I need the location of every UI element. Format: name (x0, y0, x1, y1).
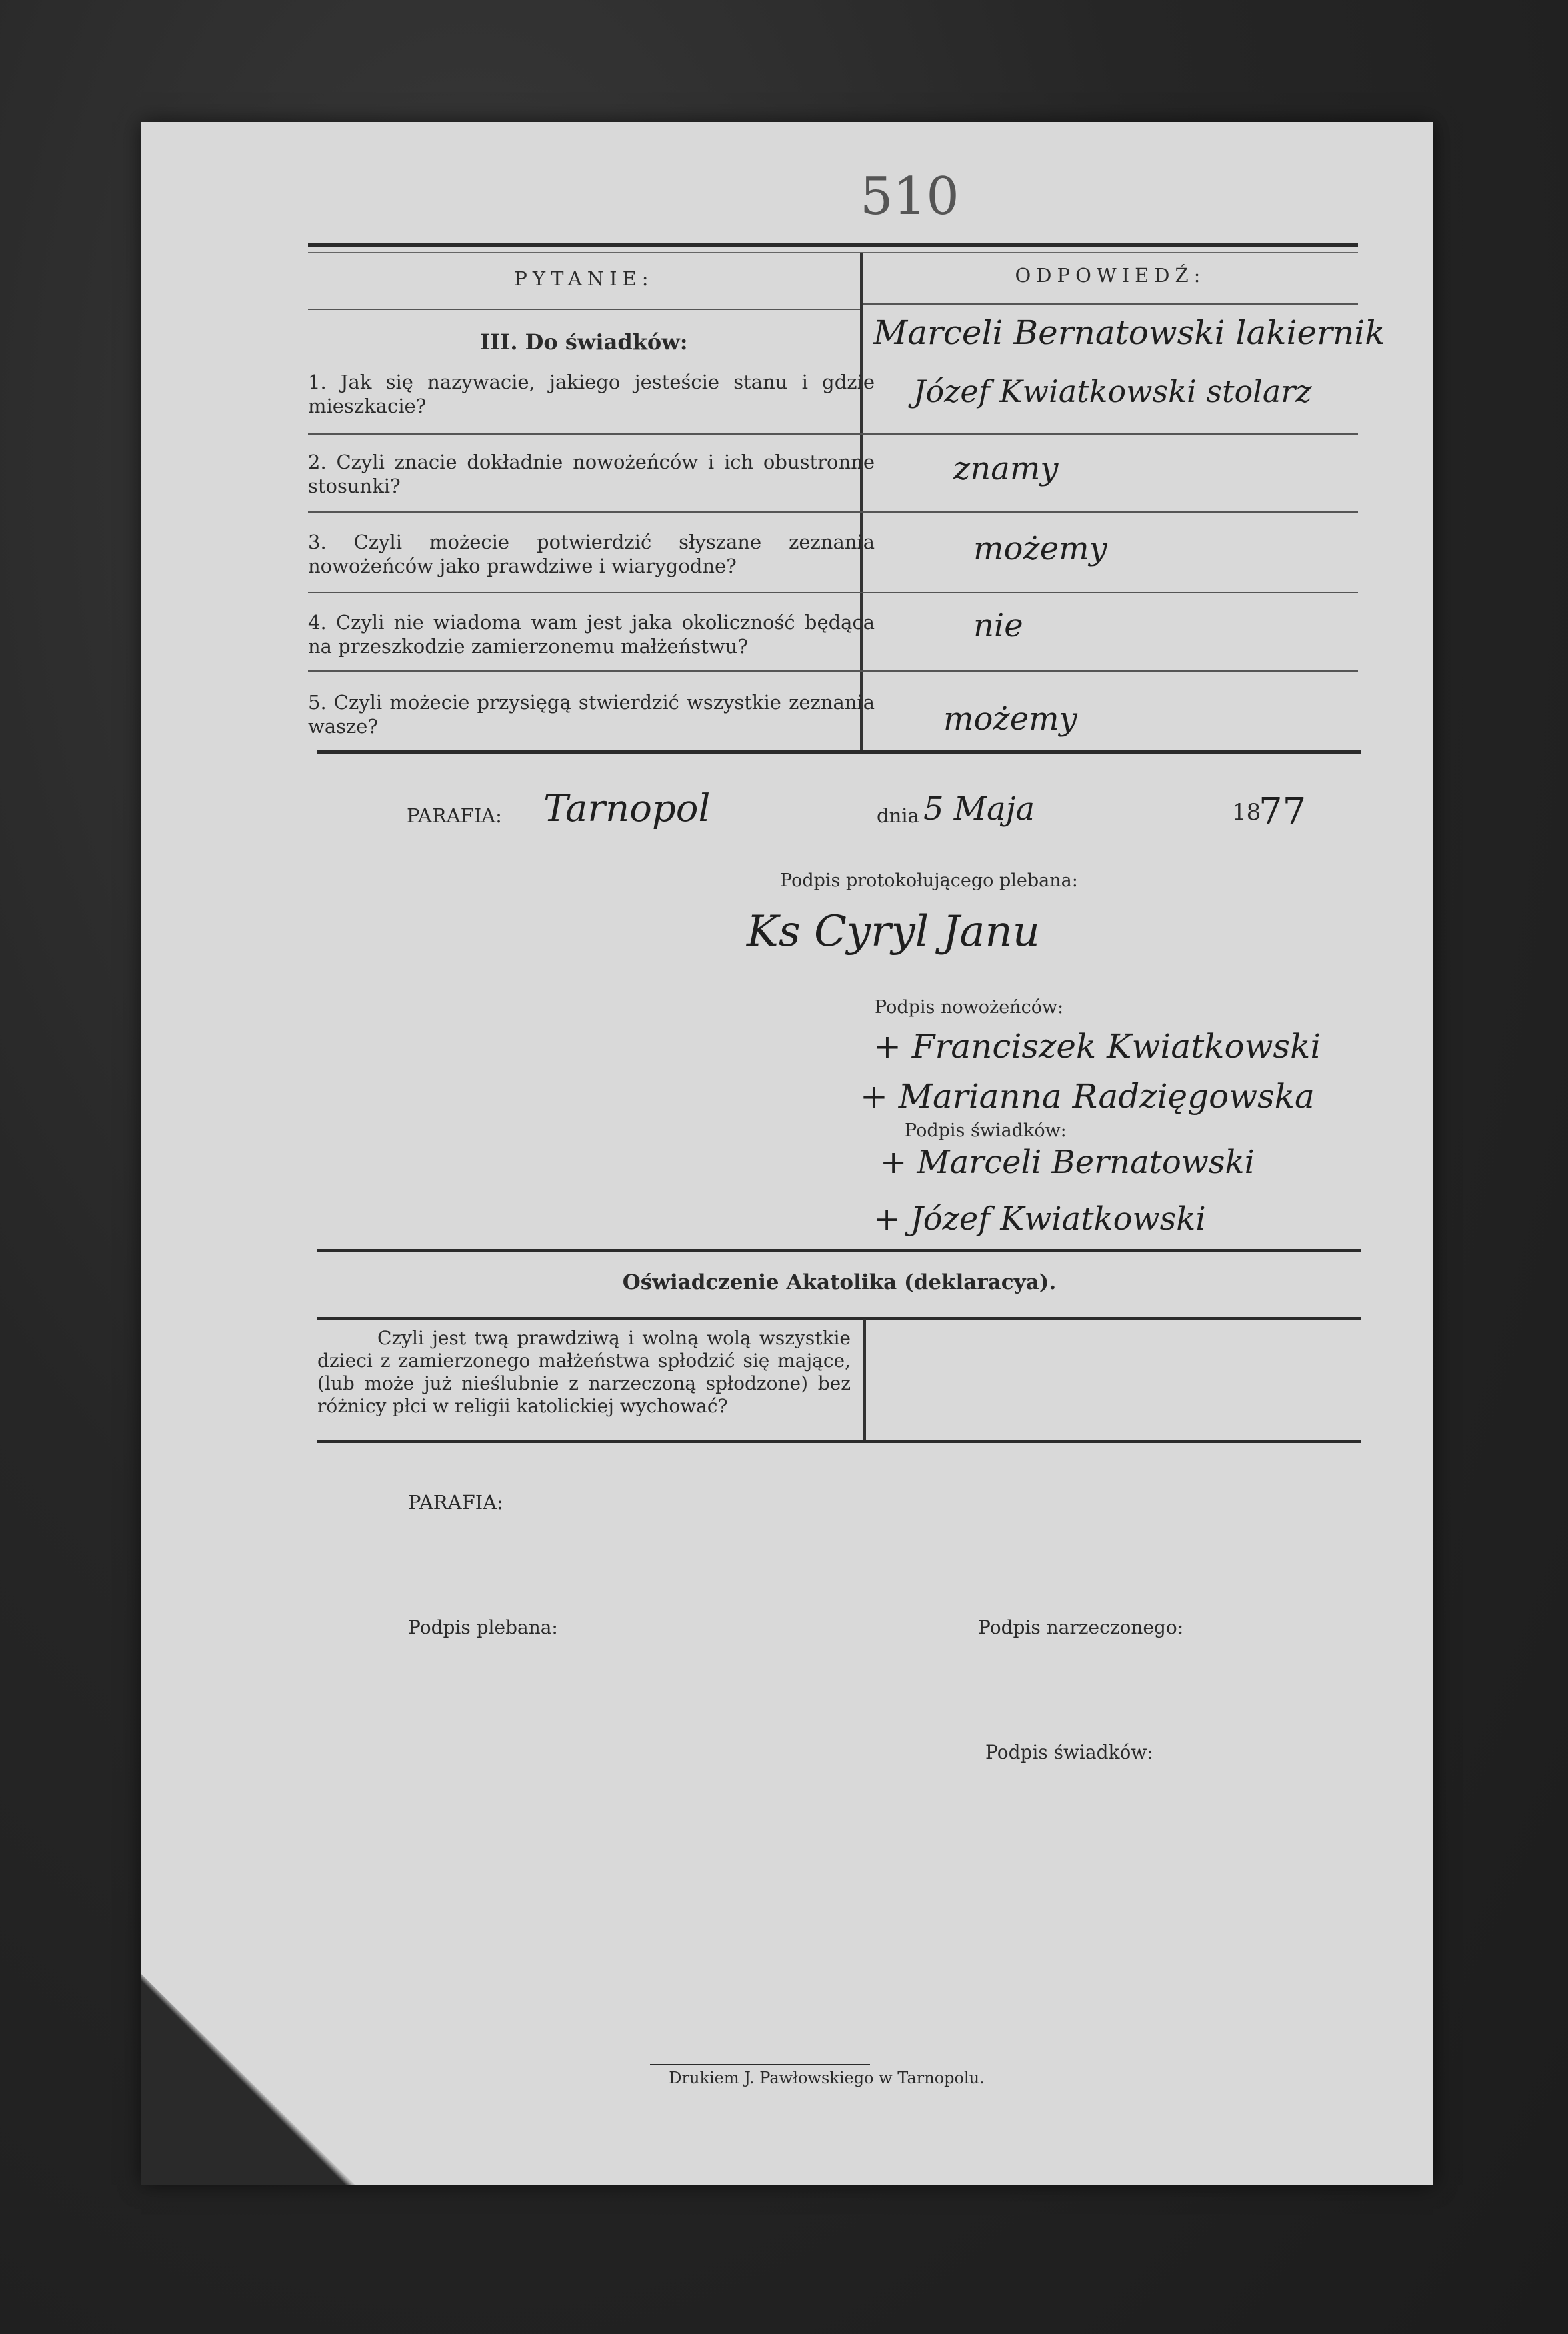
declaration-column-divider (863, 1319, 866, 1442)
witness-sig-label: Podpis świadków: (985, 1741, 1153, 1763)
question-text: Czyli możecie przysięgą stwierdzić wszystkie zeznania wasze? (308, 691, 875, 738)
spouse-1-signature: + Franciszek Kwiatkowski (873, 1027, 1321, 1066)
header-rule (308, 309, 860, 310)
question-text: Czyli możecie potwierdzić słyszane zeznania nowożeńców jako prawdziwe i wiarygodne? (308, 531, 875, 577)
question-text: Czyli znacie dokładnie nowożeńców i ich obustronne stosunki? (308, 451, 875, 497)
parish-value: Tarnopol (543, 787, 711, 830)
row-rule (308, 433, 1358, 435)
declaration-question: Czyli jest twą prawdziwą i wolną wolą wszystkie dzieci z zamierzonego małżeństwa spłodzić się mające, (lub może już nieślubnie z narzeczoną spłodzone) bez różnicy płci w religii katolickiej wychować? (317, 1327, 851, 1417)
parish-label: PARAFIA: (407, 804, 502, 827)
question-text: Czyli nie wiadoma wam jest jaka okoliczność będąca na przeszkodzie zamierzonemu małżeństwu? (308, 611, 875, 658)
header-rule-right (863, 303, 1358, 305)
answer-3: możemy (973, 530, 1107, 567)
question-number: 3. (308, 531, 327, 553)
protocol-signature: Ks Cyryl Janu (747, 907, 1040, 956)
question-number: 5. (308, 691, 327, 714)
question-text: Jak się nazywacie, jakiego jesteście stanu i gdzie mieszkacie? (308, 371, 875, 417)
question-3 (308, 530, 875, 578)
printer-imprint: Drukiem J. Pawłowskiego w Tarnopolu. (669, 2069, 985, 2087)
witnesses-sig-label: Podpis świadków: (905, 1120, 1067, 1141)
year-printed: 18 (1232, 799, 1261, 826)
question-header: PYTANIE: (514, 267, 654, 290)
groom-sig-label: Podpis narzeczonego: (978, 1616, 1184, 1638)
page-number: 510 (860, 167, 959, 227)
declaration-table-top-rule (317, 1317, 1361, 1320)
section-title: III. Do świadków: (480, 329, 688, 355)
question-number: 4. (308, 611, 327, 634)
protocol-sig-label: Podpis protokołującego plebana: (780, 870, 1078, 891)
table-top-rule-thin (308, 252, 1358, 253)
table-bottom-rule (317, 750, 1361, 754)
answer-4: nie (973, 607, 1023, 644)
answer-witness-2: Józef Kwiatkowski stolarz (913, 373, 1312, 409)
answer-header: ODPOWIEDŹ: (1015, 264, 1206, 287)
table-column-divider (860, 253, 863, 754)
printer-rule (650, 2064, 870, 2065)
answer-2: znamy (953, 450, 1059, 487)
question-4 (308, 610, 875, 658)
date-prefix: dnia (877, 804, 919, 827)
declaration-top-rule (317, 1249, 1361, 1252)
witness-1-signature: + Marceli Bernatowski (880, 1144, 1255, 1181)
row-rule (308, 592, 1358, 593)
date-value: 5 Maja (923, 790, 1035, 828)
question-number: 2. (308, 451, 327, 473)
priest-sig-label: Podpis plebana: (408, 1616, 558, 1638)
declaration-title: Oświadczenie Akatolika (deklaracya). (622, 1270, 1057, 1294)
row-rule (308, 670, 1358, 672)
witness-2-signature: + Józef Kwiatkowski (873, 1200, 1206, 1238)
answer-5: możemy (943, 700, 1077, 738)
answer-witness-1: Marceli Bernatowski lakiernik (873, 313, 1385, 352)
year-handwritten: 77 (1259, 790, 1307, 834)
spouses-sig-label: Podpis nowożeńców: (875, 997, 1064, 1018)
question-number: 1. (308, 371, 327, 393)
declaration-parish-label: PARAFIA: (408, 1491, 503, 1514)
question-5 (308, 690, 875, 738)
question-2 (308, 450, 875, 498)
spouse-2-signature: + Marianna Radzięgowska (860, 1077, 1315, 1116)
table-top-rule (308, 243, 1358, 247)
declaration-table-bottom-rule (317, 1440, 1361, 1443)
question-1 (308, 370, 875, 418)
row-rule (308, 511, 1358, 513)
